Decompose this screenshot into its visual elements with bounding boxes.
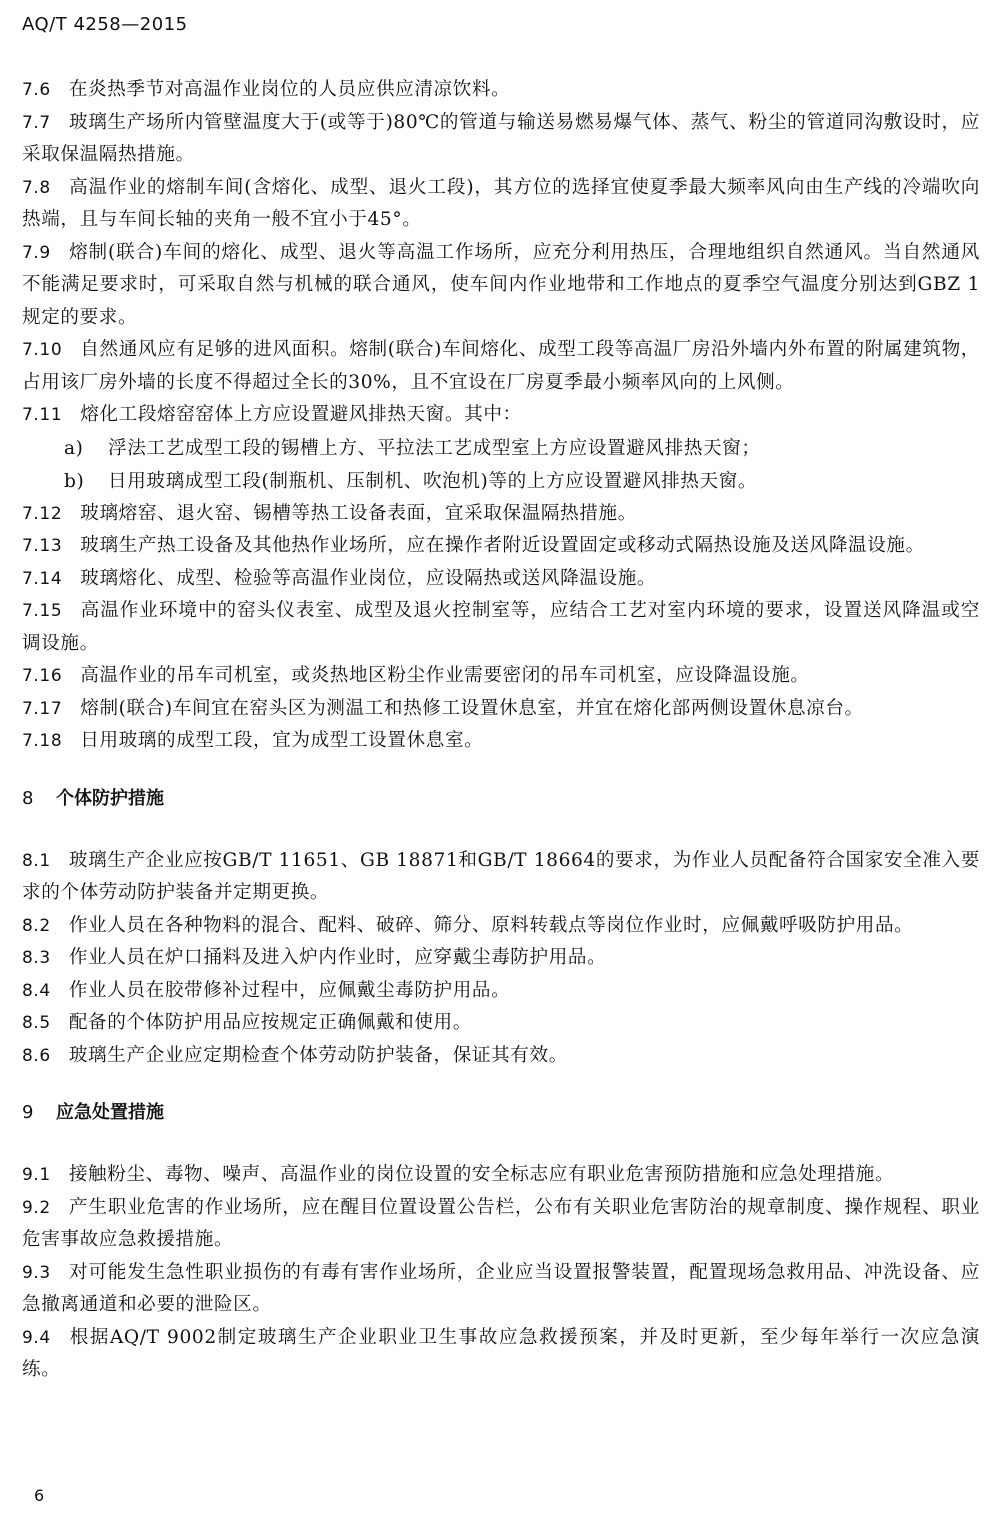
clause-7-10 [22,334,980,399]
list-text: 浮法工艺成型工段的锡槽上方、平拉法工艺成型室上方应设置避风排热天窗； [108,437,761,459]
clause-8-2 [22,910,980,943]
list-item-a [22,432,980,465]
section-heading-9 [22,1097,980,1129]
clause-text: 玻璃生产企业应按GB/T 11651、GB 18871和GB/T 18664的要求，为作业人员配备符合国家安全准入要求的个体劳动防护装备并定期更换。 [22,849,980,903]
clause-text: 玻璃生产场所内管壁温度大于(或等于)80℃的管道与输送易燃易爆气体、蒸气、粉尘的管道同沟敷设时，应采取保温隔热措施。 [22,111,980,165]
clause-7-16 [22,660,980,693]
clause-9-2 [22,1192,980,1257]
section-title: 应急处置措施 [56,1102,164,1123]
clause-7-6 [22,74,980,107]
clause-9-3 [22,1257,980,1322]
clause-number: 9.4 [22,1327,51,1348]
clause-7-9 [22,237,980,335]
clause-8-3 [22,942,980,975]
clause-text: 玻璃生产企业应定期检查个体劳动防护装备，保证其有效。 [68,1044,568,1066]
clause-number: 8.1 [22,850,51,871]
clause-text: 熔制(联合)车间宜在窑头区为测温工和热修工设置休息室，并宜在熔化部两侧设置休息凉台。 [80,697,864,719]
clause-number: 8.6 [22,1045,51,1066]
clause-text: 高温作业的熔制车间(含熔化、成型、退火工段)，其方位的选择宜使夏季最大频率风向由生产线的冷端吹向热端，且与车间长轴的夹角一般不宜小于45°。 [22,176,980,230]
document-body [22,74,980,1387]
clause-7-12 [22,498,980,531]
clause-number: 7.12 [22,503,63,524]
clause-text: 作业人员在各种物料的混合、配料、破碎、筛分、原料转载点等岗位作业时，应佩戴呼吸防护用品。 [68,914,914,936]
clause-number: 7.10 [22,340,63,360]
clause-number: 8.3 [22,948,51,968]
list-text: 日用玻璃成型工段(制瓶机、压制机、吹泡机)等的上方应设置避风排热天窗。 [108,470,758,492]
clause-text: 玻璃熔化、成型、检验等高温作业岗位，应设隔热或送风降温设施。 [80,567,657,589]
clause-text: 玻璃生产热工设备及其他热作业场所，应在操作者附近设置固定或移动式隔热设施及送风降温设施。 [80,535,925,556]
clause-number: 9.1 [22,1165,51,1185]
clause-number: 7.11 [22,405,63,425]
clause-text: 熔制(联合)车间的熔化、成型、退火等高温工作场所，应充分利用热压，合理地组织自然通风。当自然通风不能满足要求时，可采取自然与机械的联合通风，使车间内作业地带和工作地点的夏季空气温度分别达到GBZ 1规定的要求。 [22,241,980,328]
clause-number: 9.2 [22,1197,51,1218]
clause-number: 7.13 [22,536,63,556]
clause-8-5 [22,1007,980,1040]
section-heading-8 [22,783,980,815]
clause-number: 7.6 [22,80,51,100]
clause-text: 玻璃熔窑、退火窑、锡槽等热工设备表面，宜采取保温隔热措施。 [80,502,637,524]
clause-text: 日用玻璃的成型工段，宜为成型工设置休息室。 [80,730,484,751]
clause-7-11 [22,399,980,432]
clause-7-17 [22,693,980,726]
clause-text: 作业人员在胶带修补过程中，应佩戴尘毒防护用品。 [68,979,511,1001]
page-number: 6 [34,1486,45,1505]
clause-number: 7.14 [22,568,63,589]
list-label: b) [64,470,85,492]
clause-text: 接触粉尘、毒物、噪声、高温作业的岗位设置的安全标志应有职业危害预防措施和应急处理措施。 [68,1164,895,1185]
clause-text: 高温作业环境中的窑头仪表室、成型及退火控制室等，应结合工艺对室内环境的要求，设置送风降温或空调设施。 [22,600,980,654]
clause-number: 7.7 [22,112,51,133]
clause-text: 自然通风应有足够的进风面积。熔制(联合)车间熔化、成型工段等高温厂房沿外墙内外布置的附属建筑物，占用该厂房外墙的长度不得超过全长的30%，且不宜设在厂房夏季最小频率风向的上风侧。 [22,339,980,393]
clause-7-18 [22,725,980,758]
clause-number: 7.15 [22,601,63,621]
clause-text: 在炎热季节对高温作业岗位的人员应供应清凉饮料。 [68,79,511,100]
clause-number: 7.9 [22,242,51,263]
list-item-b [22,465,980,498]
clause-7-8 [22,172,980,237]
clause-text: 作业人员在炉口捅料及进入炉内作业时，应穿戴尘毒防护用品。 [68,947,607,968]
clause-text: 配备的个体防护用品应按规定正确佩戴和使用。 [68,1012,472,1033]
clause-text: 高温作业的吊车司机室，或炎热地区粉尘作业需要密闭的吊车司机室，应设降温设施。 [80,665,810,686]
clause-7-7 [22,107,980,172]
clause-text: 产生职业危害的作业场所，应在醒目位置设置公告栏，公布有关职业危害防治的规章制度、操作规程、职业危害事故应急救援措施。 [22,1196,980,1250]
clause-7-15 [22,595,980,660]
standard-code-header: AQ/T 4258—2015 [22,14,188,35]
clause-8-1 [22,845,980,910]
clause-7-13 [22,530,980,563]
section-number: 8 [22,787,34,809]
clause-8-4 [22,975,980,1008]
clause-9-1 [22,1159,980,1192]
section-title: 个体防护措施 [56,787,164,809]
clause-text: 对可能发生急性职业损伤的有毒有害作业场所，企业应当设置报警装置，配置现场急救用品、冲洗设备、应急撤离通道和必要的泄险区。 [22,1261,980,1315]
clause-number: 7.16 [22,666,63,686]
clause-number: 9.3 [22,1262,51,1283]
clause-text: 熔化工段熔窑窑体上方应设置避风排热天窗。其中： [80,404,522,425]
clause-number: 8.5 [22,1013,51,1033]
clause-number: 7.18 [22,731,63,751]
section-number: 9 [22,1102,34,1123]
clause-number: 7.8 [22,177,51,198]
clause-7-14 [22,563,980,596]
clause-8-6 [22,1040,980,1073]
clause-9-4 [22,1322,980,1387]
clause-number: 7.17 [22,698,63,719]
clause-number: 8.2 [22,915,51,936]
list-label: a) [64,437,84,459]
clause-number: 8.4 [22,980,51,1001]
clause-text: 根据AQ/T 9002制定玻璃生产企业职业卫生事故应急救援预案，并及时更新，至少每年举行一次应急演练。 [22,1326,980,1380]
